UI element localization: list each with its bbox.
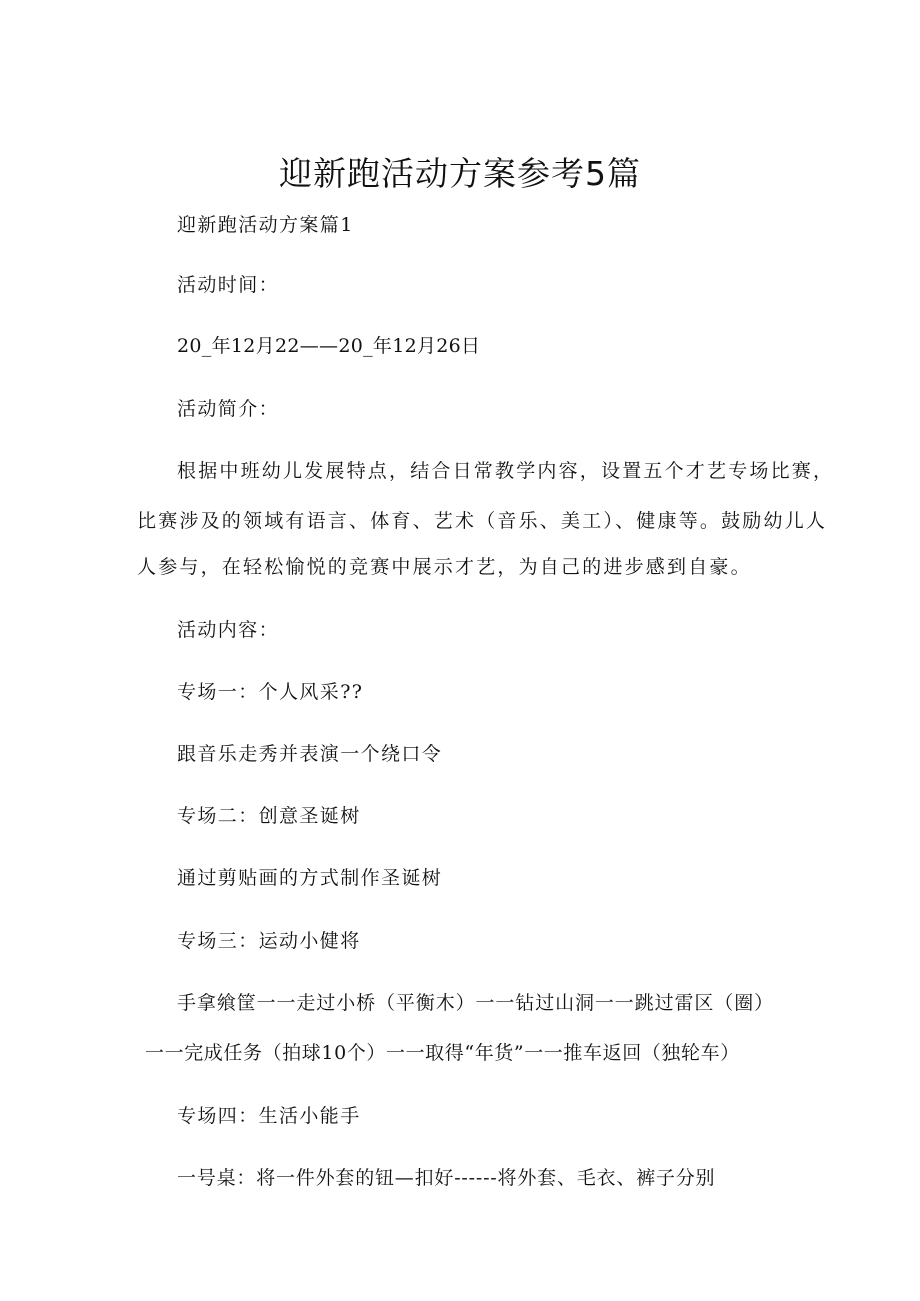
activity-intro-label: 活动简介： (177, 398, 280, 420)
intro-paragraph-line: 比赛涉及的领域有语言、体育、艺术（音乐、美工）、健康等。鼓励幼儿人 (137, 510, 828, 532)
intro-paragraph-line: 根据中班幼儿发展特点，结合日常教学内容，设置五个才艺专场比赛， (177, 460, 835, 482)
session-description: 手拿飨筐一一走过小桥（平衡木）一一钻过山洞一一跳过雷区（圈） (177, 992, 775, 1014)
activity-date-range: 20_年12月22——20_年12月26日 (177, 335, 481, 357)
session-description: 跟音乐走秀并表演一个绕口令 (177, 743, 443, 765)
session-description: 通过剪贴画的方式制作圣诞树 (177, 867, 443, 889)
session-title: 专场三：运动小健将 (177, 930, 361, 952)
intro-paragraph-line: 人参与，在轻松愉悦的竞赛中展示才艺，为自己的进步感到自豪。 (137, 556, 752, 578)
page-title: 迎新跑活动方案参考5篇 (279, 154, 641, 193)
session-description: 一一完成任务（拍球10个）一一取得“年货”一一推车返回（独轮车） (145, 1042, 740, 1064)
session-title: 专场四：生活小能手 (177, 1105, 361, 1127)
session-title: 专场二：创意圣诞树 (177, 805, 361, 827)
session-title: 专场一：个人风采?? (177, 681, 364, 703)
activity-time-label: 活动时间： (177, 274, 280, 296)
section-heading: 迎新跑活动方案篇1 (177, 214, 354, 236)
activity-content-label: 活动内容： (177, 619, 280, 641)
session-description: 一号桌：将一件外套的钮—扣好------将外套、毛衣、裤子分别 (177, 1167, 716, 1189)
